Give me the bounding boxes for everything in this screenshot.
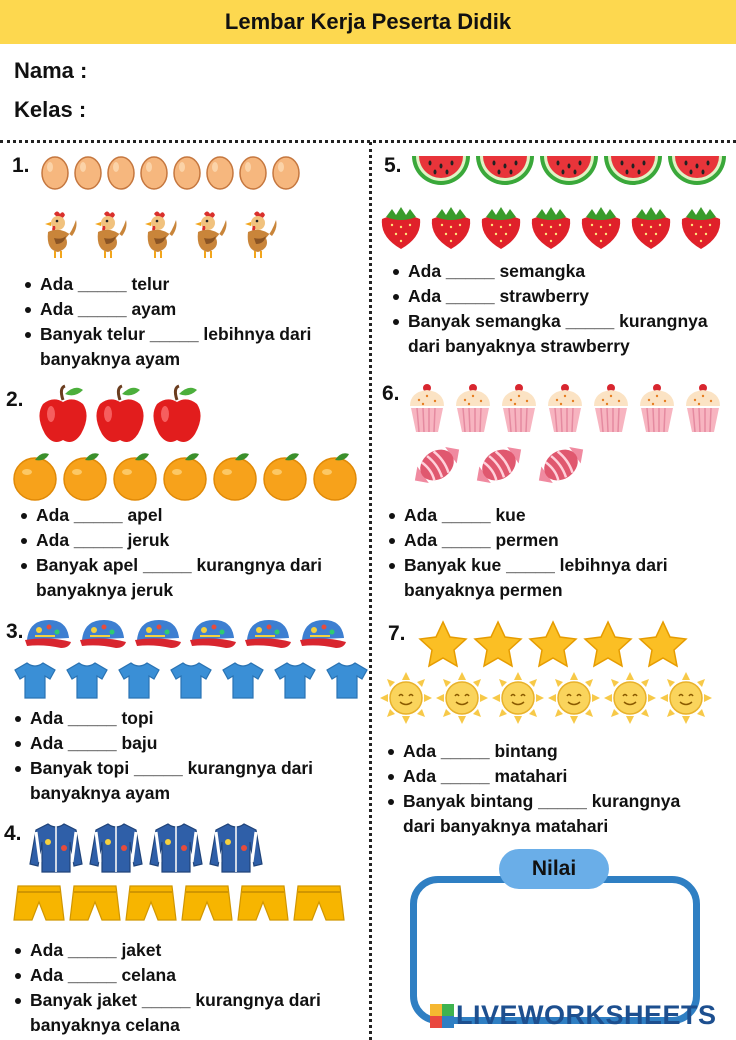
orange-icon bbox=[262, 450, 308, 502]
jacket-icon bbox=[88, 820, 144, 874]
question-5-watermelons bbox=[410, 150, 728, 196]
list-item bbox=[387, 553, 668, 603]
shorts-icon bbox=[292, 882, 346, 926]
shorts-icon bbox=[12, 882, 66, 926]
watermelon-icon bbox=[602, 150, 664, 196]
liveworksheets-logo bbox=[430, 1000, 717, 1031]
question-4-jackets bbox=[28, 820, 264, 874]
chicken-icon bbox=[240, 208, 278, 260]
question-5-number: 5. bbox=[384, 154, 402, 177]
orange-icon bbox=[162, 450, 208, 502]
watermelon-icon bbox=[410, 150, 472, 196]
watermelon-icon bbox=[538, 150, 600, 196]
cap-icon bbox=[76, 616, 128, 652]
list-item: Ada _____ semangka bbox=[391, 259, 708, 284]
question-2-number: 2. bbox=[6, 388, 24, 411]
question-2-list bbox=[19, 503, 322, 603]
cap-icon bbox=[296, 616, 348, 652]
candy-icon bbox=[468, 434, 530, 496]
question-1-eggs bbox=[40, 154, 301, 190]
egg-icon bbox=[205, 154, 235, 190]
list-item-text: Banyak bintang _____ kurangnya bbox=[403, 791, 681, 811]
star-icon bbox=[638, 620, 688, 668]
list-item: Ada _____ baju bbox=[13, 731, 313, 756]
list-item-text: Banyak telur _____ lebihnya dari bbox=[40, 324, 312, 344]
sun-icon bbox=[380, 672, 432, 724]
strawberry-icon bbox=[376, 205, 426, 251]
egg-icon bbox=[106, 154, 136, 190]
strawberry-icon bbox=[676, 205, 726, 251]
list-item: Ada _____ jaket bbox=[13, 938, 321, 963]
cap-icon bbox=[241, 616, 293, 652]
apple-icon bbox=[94, 384, 146, 446]
list-item bbox=[13, 988, 321, 1038]
strawberry-icon bbox=[426, 205, 476, 251]
list-item: Ada _____ permen bbox=[387, 528, 668, 553]
student-class-label: Kelas : bbox=[14, 97, 87, 122]
list-item: Ada _____ topi bbox=[13, 706, 313, 731]
student-name-label: Nama : bbox=[14, 58, 88, 83]
watermelon-icon bbox=[666, 150, 728, 196]
cupcake-icon bbox=[544, 380, 586, 434]
egg-icon bbox=[73, 154, 103, 190]
list-item: Ada _____ kue bbox=[387, 503, 668, 528]
list-item-text: Banyak kue _____ lebihnya dari bbox=[404, 555, 668, 575]
sun-icon bbox=[548, 672, 600, 724]
star-icon bbox=[473, 620, 523, 668]
cupcake-icon bbox=[452, 380, 494, 434]
shorts-icon bbox=[236, 882, 290, 926]
list-item: Ada _____ celana bbox=[13, 963, 321, 988]
shirt-icon bbox=[273, 660, 317, 700]
strawberry-icon bbox=[626, 205, 676, 251]
orange-icon bbox=[112, 450, 158, 502]
list-item bbox=[386, 789, 680, 839]
jacket-icon bbox=[148, 820, 204, 874]
cap-icon bbox=[131, 616, 183, 652]
cupcake-icon bbox=[682, 380, 724, 434]
list-item-text-cont: banyaknya jeruk bbox=[36, 580, 174, 600]
apple-icon bbox=[151, 384, 203, 446]
egg-icon bbox=[40, 154, 70, 190]
orange-icon bbox=[62, 450, 108, 502]
watermelon-icon bbox=[474, 150, 536, 196]
shirt-icon bbox=[221, 660, 265, 700]
list-item bbox=[13, 756, 313, 806]
score-label: Nilai bbox=[531, 857, 577, 880]
list-item: Ada _____ jeruk bbox=[19, 528, 322, 553]
shirt-icon bbox=[325, 660, 369, 700]
question-5-strawberries bbox=[376, 205, 726, 251]
question-7-list bbox=[386, 739, 680, 839]
list-item-text: Banyak apel _____ kurangnya dari bbox=[36, 555, 322, 575]
list-item-text-cont: banyaknya ayam bbox=[40, 349, 181, 369]
list-item: Ada _____ telur bbox=[23, 272, 311, 297]
question-3-list bbox=[13, 706, 313, 806]
list-item: Ada _____ matahari bbox=[386, 764, 680, 789]
strawberry-icon bbox=[476, 205, 526, 251]
list-item-text-cont: dari banyaknya matahari bbox=[403, 816, 609, 836]
orange-icon bbox=[12, 450, 58, 502]
liveworksheets-logo-icon bbox=[430, 1004, 454, 1028]
star-icon bbox=[418, 620, 468, 668]
sun-icon bbox=[436, 672, 488, 724]
worksheet-title: Lembar Kerja Peserta Didik bbox=[224, 9, 512, 34]
question-1-number: 1. bbox=[12, 154, 30, 177]
list-item-text-cont: banyaknya celana bbox=[30, 1015, 180, 1035]
question-7-stars bbox=[418, 620, 688, 668]
cap-icon bbox=[186, 616, 238, 652]
shirt-icon bbox=[169, 660, 213, 700]
list-item: Ada _____ ayam bbox=[23, 297, 311, 322]
list-item bbox=[391, 309, 708, 359]
horizontal-divider bbox=[0, 140, 736, 143]
chicken-icon bbox=[140, 208, 178, 260]
orange-icon bbox=[312, 450, 358, 502]
jacket-icon bbox=[208, 820, 264, 874]
worksheet-title-bar bbox=[0, 0, 736, 44]
question-7-number: 7. bbox=[388, 622, 406, 645]
shorts-icon bbox=[180, 882, 234, 926]
question-6-list bbox=[387, 503, 668, 603]
list-item-text-cont: dari banyaknya strawberry bbox=[408, 336, 630, 356]
shirt-icon bbox=[65, 660, 109, 700]
star-icon bbox=[528, 620, 578, 668]
question-7-suns bbox=[380, 672, 712, 724]
question-4-number: 4. bbox=[4, 822, 22, 845]
question-5-list bbox=[391, 259, 708, 359]
shorts-icon bbox=[68, 882, 122, 926]
sun-icon bbox=[660, 672, 712, 724]
question-6-cupcakes bbox=[406, 380, 724, 434]
question-4-shorts bbox=[12, 882, 346, 926]
list-item-text-cont: banyaknya permen bbox=[404, 580, 563, 600]
question-4-list bbox=[13, 938, 321, 1038]
question-2-apples bbox=[37, 384, 203, 446]
cupcake-icon bbox=[636, 380, 678, 434]
chicken-icon bbox=[40, 208, 78, 260]
shirt-icon bbox=[117, 660, 161, 700]
column-divider bbox=[369, 142, 372, 1040]
strawberry-icon bbox=[526, 205, 576, 251]
liveworksheets-logo-text: LIVEWORKSHEETS bbox=[456, 1000, 717, 1030]
egg-icon bbox=[172, 154, 202, 190]
list-item-text: Banyak jaket _____ kurangnya dari bbox=[30, 990, 321, 1010]
question-1-list bbox=[23, 272, 311, 372]
orange-icon bbox=[212, 450, 258, 502]
question-3-shirts bbox=[13, 660, 369, 700]
sun-icon bbox=[492, 672, 544, 724]
egg-icon bbox=[139, 154, 169, 190]
strawberry-icon bbox=[576, 205, 626, 251]
question-1-chickens bbox=[40, 208, 278, 260]
candy-icon bbox=[530, 434, 592, 496]
question-6-candies bbox=[406, 434, 592, 496]
list-item-text: Banyak semangka _____ kurangnya bbox=[408, 311, 708, 331]
cupcake-icon bbox=[406, 380, 448, 434]
list-item: Ada _____ bintang bbox=[386, 739, 680, 764]
list-item bbox=[19, 553, 322, 603]
sun-icon bbox=[604, 672, 656, 724]
list-item: Ada _____ apel bbox=[19, 503, 322, 528]
score-label-tag bbox=[499, 849, 609, 889]
apple-icon bbox=[37, 384, 89, 446]
egg-icon bbox=[271, 154, 301, 190]
egg-icon bbox=[238, 154, 268, 190]
question-3-number: 3. bbox=[6, 620, 24, 643]
chicken-icon bbox=[190, 208, 228, 260]
question-2-oranges bbox=[12, 450, 358, 502]
cupcake-icon bbox=[498, 380, 540, 434]
candy-icon bbox=[406, 434, 468, 496]
star-icon bbox=[583, 620, 633, 668]
cap-icon bbox=[21, 616, 73, 652]
shorts-icon bbox=[124, 882, 178, 926]
list-item bbox=[23, 322, 311, 372]
jacket-icon bbox=[28, 820, 84, 874]
cupcake-icon bbox=[590, 380, 632, 434]
chicken-icon bbox=[90, 208, 128, 260]
question-3-caps bbox=[21, 616, 348, 652]
question-6-number: 6. bbox=[382, 382, 400, 405]
list-item: Ada _____ strawberry bbox=[391, 284, 708, 309]
shirt-icon bbox=[13, 660, 57, 700]
list-item-text-cont: banyaknya ayam bbox=[30, 783, 171, 803]
list-item-text: Banyak topi _____ kurangnya dari bbox=[30, 758, 314, 778]
